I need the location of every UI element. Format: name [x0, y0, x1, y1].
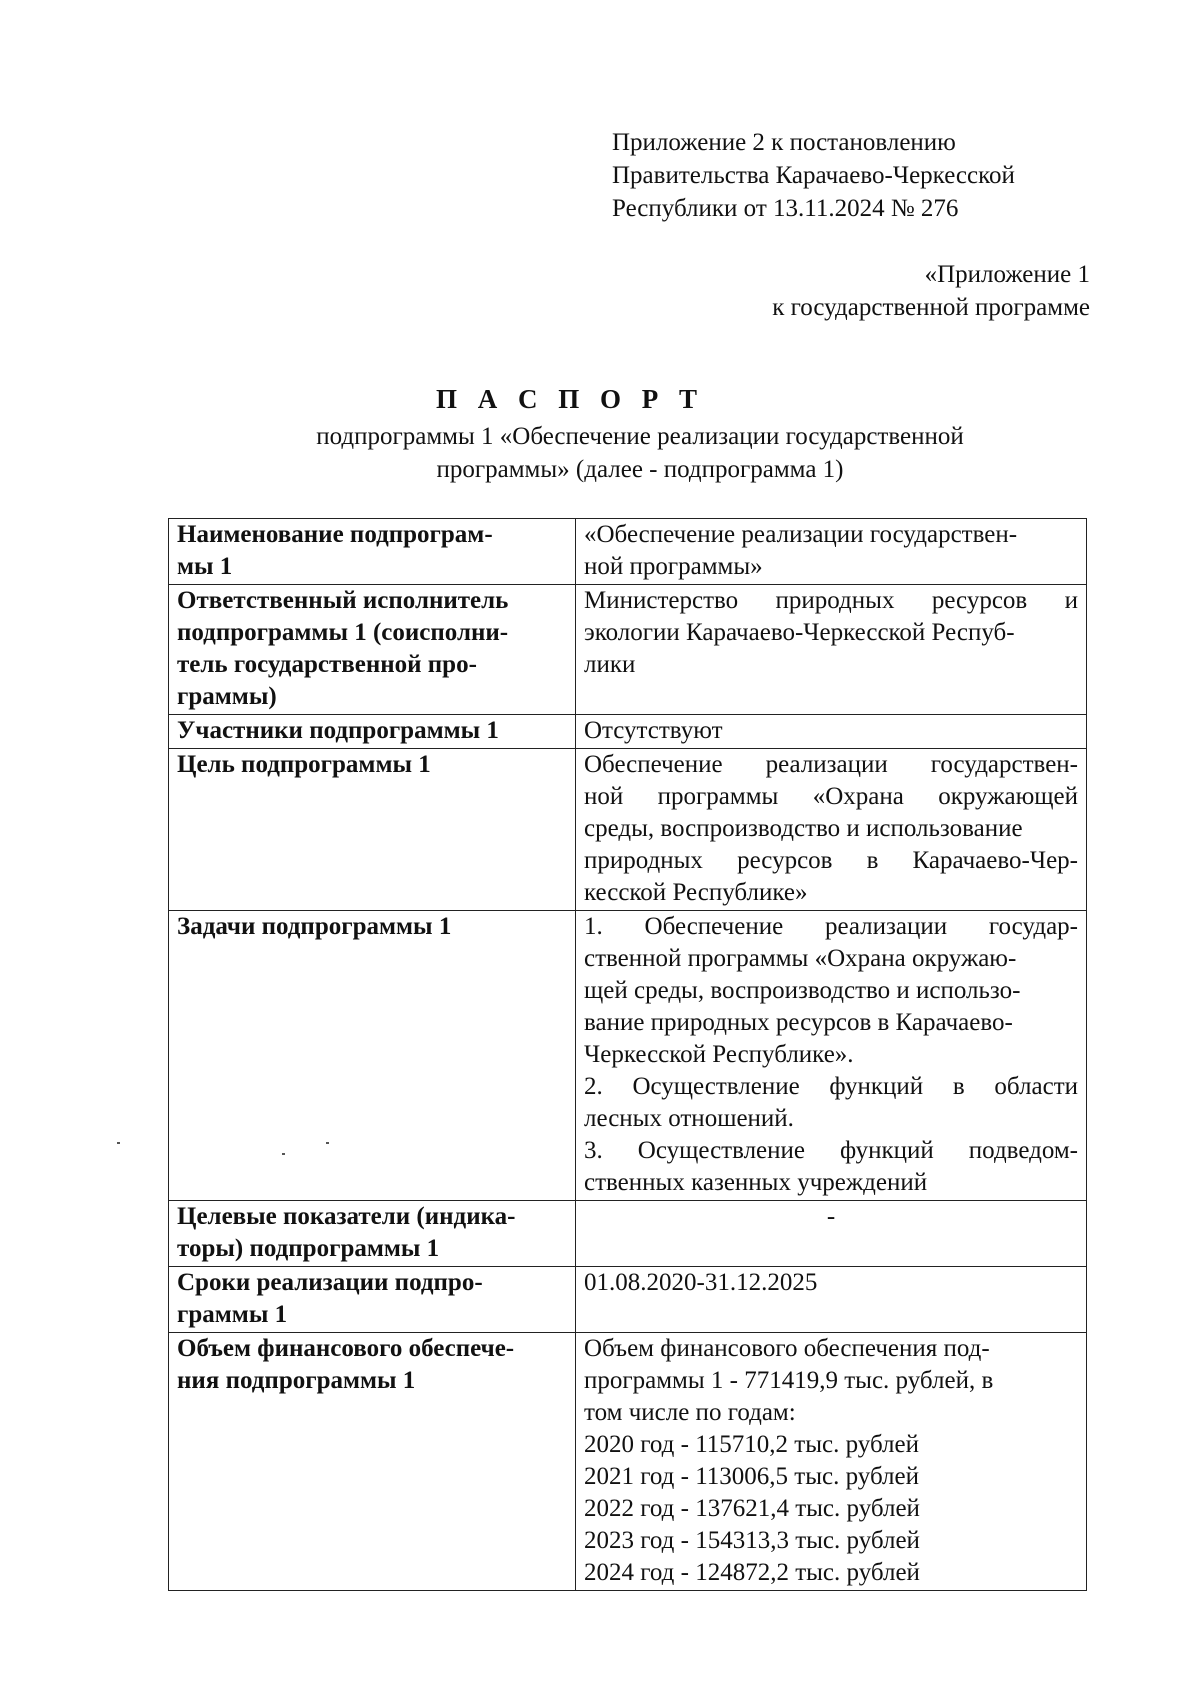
value-line: Министерство природных ресурсов и: [584, 587, 1078, 614]
value-line: 2022 год - 137621,4 тыс. рублей: [584, 1495, 920, 1522]
subtitle-line: подпрограммы 1 «Обеспечение реализации государственной: [316, 423, 964, 450]
row-label: [169, 1201, 576, 1267]
label-line: граммы 1: [177, 1301, 288, 1328]
row-value: [576, 1267, 1087, 1333]
decree-line: Приложение 2 к постановлению: [612, 129, 956, 156]
value-line: лики: [584, 651, 636, 678]
decree-line: Республики от 13.11.2024 № 276: [612, 195, 959, 222]
scan-speck: [117, 1142, 120, 1144]
row-label: [169, 585, 576, 715]
value-line: том числе по годам:: [584, 1399, 796, 1426]
value-line: 2021 год - 113006,5 тыс. рублей: [584, 1463, 919, 1490]
label-line: Сроки реализации подпро-: [177, 1269, 483, 1296]
value-line: 2023 год - 154313,3 тыс. рублей: [584, 1527, 920, 1554]
label-line: торы) подпрограммы 1: [177, 1235, 440, 1262]
label-line: Задачи подпрограммы 1: [177, 913, 452, 940]
row-label: [169, 749, 576, 911]
row-value: [576, 749, 1087, 911]
row-label: [169, 1267, 576, 1333]
table-row: [169, 1333, 1087, 1591]
table-row: [169, 519, 1087, 585]
row-value: [576, 911, 1087, 1201]
value-line: ной программы «Охрана окружающей: [584, 783, 1078, 810]
scan-speck: [326, 1142, 329, 1144]
value-line: 3. Осуществление функций подведом-: [584, 1137, 1078, 1164]
label-line: Целевые показатели (индика-: [177, 1203, 516, 1230]
row-value: [576, 519, 1087, 585]
row-label: [169, 519, 576, 585]
decree-reference: [612, 126, 1015, 225]
label-line: подпрограммы 1 (соисполни-: [177, 619, 509, 646]
table-row: [169, 715, 1087, 749]
appendix-reference: [772, 258, 1090, 324]
value-line: щей среды, воспроизводство и использо-: [584, 977, 1021, 1004]
label-line: Цель подпрограммы 1: [177, 751, 431, 778]
value-line: 2024 год - 124872,2 тыс. рублей: [584, 1559, 920, 1586]
label-line: граммы): [177, 683, 277, 710]
table-row: [169, 1267, 1087, 1333]
label-line: тель государственной про-: [177, 651, 477, 678]
row-value: [576, 585, 1087, 715]
value-line: ственных казенных учреждений: [584, 1169, 928, 1196]
decree-line: Правительства Карачаево-Черкесской: [612, 162, 1015, 189]
value-line: ственной программы «Охрана окружаю-: [584, 945, 1017, 972]
subtitle-line: программы» (далее - подпрограмма 1): [436, 456, 844, 483]
row-value: [576, 1333, 1087, 1591]
label-line: Наименование подпрограм-: [177, 521, 493, 548]
row-label: [169, 1333, 576, 1591]
table-row: [169, 585, 1087, 715]
value-line: вание природных ресурсов в Карачаево-: [584, 1009, 1013, 1036]
value-line: природных ресурсов в Карачаево-Чер-: [584, 847, 1078, 874]
row-value: [576, 715, 1087, 749]
scan-speck: [282, 1153, 285, 1155]
row-value: [576, 1201, 1087, 1267]
table-row: [169, 1201, 1087, 1267]
value-line: Отсутствуют: [584, 717, 723, 744]
value-line: «Обеспечение реализации государствен-: [584, 521, 1018, 548]
document-title: П А С П О Р Т: [435, 384, 704, 414]
value-line: 01.08.2020-31.12.2025: [584, 1269, 818, 1296]
label-line: Объем финансового обеспече-: [177, 1335, 515, 1362]
passport-table: [168, 518, 1087, 1591]
value-line: 2020 год - 115710,2 тыс. рублей: [584, 1431, 919, 1458]
value-line: экологии Карачаево-Черкесской Респуб-: [584, 619, 1015, 646]
value-line: Обеспечение реализации государствен-: [584, 751, 1078, 778]
appendix-line: «Приложение 1: [924, 261, 1090, 288]
row-label: [169, 911, 576, 1201]
label-line: мы 1: [177, 553, 233, 580]
value-line: Черкесской Республике».: [584, 1041, 854, 1068]
label-line: Участники подпрограммы 1: [177, 717, 499, 744]
table-row: [169, 749, 1087, 911]
label-line: Ответственный исполнитель: [177, 587, 509, 614]
row-label: [169, 715, 576, 749]
value-line: Объем финансового обеспечения под-: [584, 1335, 990, 1362]
value-line: программы 1 - 771419,9 тыс. рублей, в: [584, 1367, 994, 1394]
value-line: среды, воспроизводство и использование: [584, 815, 1023, 842]
value-line: лесных отношений.: [584, 1105, 794, 1132]
value-line: ной программы»: [584, 553, 763, 580]
document-subtitle: [200, 420, 1080, 486]
value-line: 1. Обеспечение реализации государ-: [584, 913, 1078, 940]
table-row: [169, 911, 1087, 1201]
value-line: -: [826, 1203, 836, 1230]
value-line: 2. Осуществление функций в области: [584, 1073, 1078, 1100]
appendix-line: к государственной программе: [772, 294, 1090, 321]
value-line: кесской Республике»: [584, 879, 808, 906]
label-line: ния подпрограммы 1: [177, 1367, 416, 1394]
